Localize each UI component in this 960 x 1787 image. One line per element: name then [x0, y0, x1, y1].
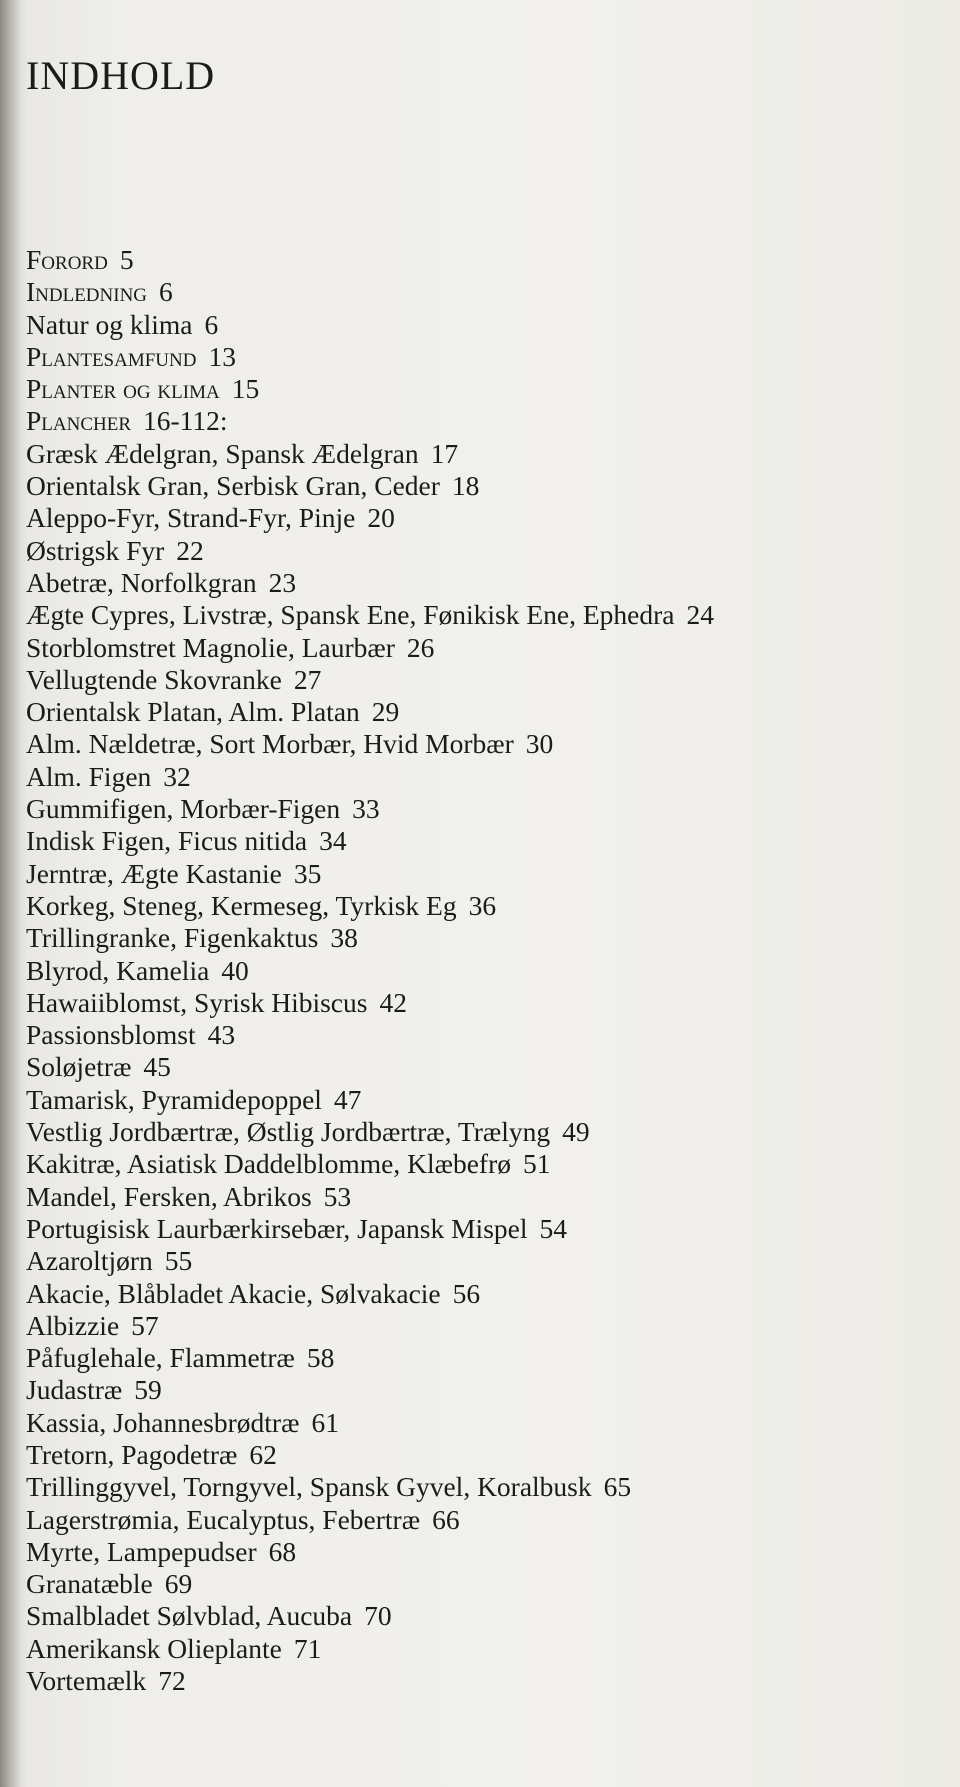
toc-entry-page-number: 59: [134, 1374, 162, 1406]
toc-entry-title: Orientalsk Gran, Serbisk Gran, Ceder: [26, 470, 440, 502]
toc-entry-title: Jerntræ, Ægte Kastanie: [26, 857, 282, 889]
toc-entry-title: Blyrod, Kamelia: [26, 954, 210, 986]
toc-entry-title: Smalbladet Sølvblad, Aucuba: [26, 1600, 353, 1632]
toc-entry-title: Passionsblomst: [26, 1019, 196, 1051]
toc-entry-title: Ægte Cypres, Livstræ, Spansk Ene, Fønikisk Ene, Ephedra: [26, 599, 675, 631]
toc-entry: [26, 1148, 926, 1180]
toc-entry-title: Lagerstrømia, Eucalyptus, Febertræ: [26, 1503, 421, 1535]
toc-entry: [26, 1439, 926, 1471]
toc-entry-title: Indledning: [26, 276, 148, 308]
toc-entry-title: Granatæble: [26, 1568, 153, 1600]
toc-entry: [26, 1019, 926, 1051]
toc-entry: [26, 309, 926, 341]
toc-entry-title: Alm. Nældetræ, Sort Morbær, Hvid Morbær: [26, 728, 514, 760]
toc-entry-page-number: 54: [539, 1212, 567, 1244]
toc-entry-title: Plancher: [26, 405, 132, 437]
toc-entry-page-number: 53: [323, 1180, 352, 1212]
toc-entry-page-number: 47: [333, 1083, 362, 1115]
toc-entry: [26, 599, 926, 631]
toc-entry-page-number: 58: [306, 1342, 335, 1374]
toc-entry-page-number: 27: [293, 663, 322, 695]
toc-entry-title: Natur og klima: [26, 308, 193, 340]
toc-entry-page-number: 62: [249, 1438, 277, 1470]
toc-entry: [26, 1116, 926, 1148]
toc-entry: [26, 502, 926, 534]
toc-entry: [26, 1504, 926, 1536]
toc-entry-page-number: 6: [204, 308, 219, 340]
toc-entry: [26, 955, 926, 987]
toc-entry-page-number: 32: [163, 760, 191, 792]
toc-entry-page-number: 13: [208, 340, 236, 372]
toc-entry-title: Aleppo-Fyr, Strand-Fyr, Pinje: [26, 502, 356, 534]
toc-entry: [26, 567, 926, 599]
toc-entry-page-number: 69: [164, 1568, 193, 1600]
toc-entry-title: Kakitræ, Asiatisk Daddelblomme, Klæbefrø: [26, 1148, 511, 1180]
page-title: INDHOLD: [26, 53, 216, 98]
toc-entry-page-number: 35: [293, 857, 322, 889]
toc-entry-title: Indisk Figen, Ficus nitida: [26, 825, 308, 857]
toc-entry-page-number: 6: [159, 276, 173, 308]
toc-entry-title: Vellugtende Skovranke: [26, 663, 282, 695]
toc-entry-page-number: 34: [319, 825, 347, 857]
toc-entry-page-number: 70: [364, 1600, 392, 1632]
toc-entry: [26, 1278, 926, 1310]
toc-entry-page-number: 17: [430, 437, 459, 469]
toc-entry: [26, 922, 926, 954]
toc-entry-page-number: 29: [371, 696, 400, 728]
toc-entry: [26, 1181, 926, 1213]
toc-entry-title: Orientalsk Platan, Alm. Platan: [26, 696, 360, 728]
toc-entry: [26, 761, 926, 793]
toc-entry: [26, 1665, 926, 1697]
toc-entry-page-number: 24: [686, 599, 714, 631]
toc-entry-title: Græsk Ædelgran, Spansk Ædelgran: [26, 437, 419, 469]
toc-entry-page-number: 18: [451, 470, 480, 502]
toc-entry-page-number: 36: [468, 889, 497, 921]
toc-entry-page-number: 61: [311, 1406, 339, 1438]
book-spine-shadow: [0, 0, 22, 1787]
toc-entry-page-number: 71: [293, 1632, 322, 1664]
toc-entry-title: Albizzie: [26, 1309, 120, 1341]
toc-entry: [26, 728, 926, 760]
toc-entry: [26, 987, 926, 1019]
toc-entry: [26, 1633, 926, 1665]
toc-entry-title: Vortemælk: [26, 1665, 147, 1697]
toc-entry: [26, 438, 926, 470]
toc-entry-title: Gummifigen, Morbær-Figen: [26, 793, 341, 825]
toc-entry-page-number: 65: [603, 1471, 632, 1503]
toc-entry: [26, 276, 926, 308]
toc-entry-page-number: 43: [207, 1019, 236, 1051]
toc-entry-page-number: 49: [562, 1116, 590, 1148]
toc-entry-title: Myrte, Lampepudser: [26, 1535, 257, 1567]
toc-entry: [26, 664, 926, 696]
toc-entry-title: Mandel, Fersken, Abrikos: [26, 1180, 312, 1212]
toc-entry-page-number: 45: [143, 1051, 171, 1083]
toc-entry-title: Tamarisk, Pyramidepoppel: [26, 1083, 322, 1115]
toc-entry-page-number: 40: [221, 954, 249, 986]
toc-entry-title: Hawaiiblomst, Syrisk Hibiscus: [26, 986, 368, 1018]
toc-entry-page-number: 22: [176, 534, 204, 566]
toc-entry: [26, 373, 926, 405]
toc-entry: [26, 890, 926, 922]
toc-entry-title: Storblomstret Magnolie, Laurbær: [26, 631, 395, 663]
toc-entry: [26, 858, 926, 890]
toc-entry-page-number: 68: [268, 1535, 297, 1567]
toc-entry-page-number: 66: [432, 1503, 460, 1535]
toc-entry: [26, 1536, 926, 1568]
toc-entry: [26, 341, 926, 373]
toc-entry-page-number: 15: [231, 373, 260, 405]
toc-entry: [26, 1084, 926, 1116]
toc-entry: [26, 1568, 926, 1600]
toc-entry-page-number: 33: [352, 793, 380, 825]
toc-entry-page-number: 30: [525, 728, 554, 760]
toc-entry-title: Tretorn, Pagodetræ: [26, 1438, 238, 1470]
toc-entry-page-number: 56: [452, 1277, 481, 1309]
table-of-contents: [26, 244, 926, 1697]
toc-entry: [26, 1600, 926, 1632]
toc-entry: [26, 632, 926, 664]
toc-entry-title: Forord: [26, 244, 108, 275]
toc-entry: [26, 1407, 926, 1439]
toc-entry-page-number: 20: [367, 502, 395, 534]
toc-entry: [26, 405, 926, 437]
toc-entry: [26, 825, 926, 857]
toc-entry-page-number: 42: [379, 986, 407, 1018]
toc-entry-page-number: 26: [406, 631, 435, 663]
toc-entry: [26, 1342, 926, 1374]
toc-entry: [26, 1374, 926, 1406]
toc-entry: [26, 1213, 926, 1245]
toc-entry-page-number: 57: [131, 1309, 159, 1341]
toc-entry-title: Alm. Figen: [26, 760, 152, 792]
toc-entry-title: Påfuglehale, Flammetræ: [26, 1342, 295, 1374]
toc-entry-title: Vestlig Jordbærtræ, Østlig Jordbærtræ, Trælyng: [26, 1116, 551, 1148]
toc-entry-title: Judastræ: [26, 1374, 123, 1406]
toc-entry-title: Kassia, Johannesbrødtræ: [26, 1406, 300, 1438]
toc-entry-title: Abetræ, Norfolkgran: [26, 566, 257, 598]
toc-entry: [26, 535, 926, 567]
toc-entry: [26, 1471, 926, 1503]
toc-entry-title: Azaroltjørn: [26, 1245, 153, 1277]
toc-entry-title: Trillingranke, Figenkaktus: [26, 922, 319, 954]
toc-entry-title: Plantesamfund: [26, 340, 197, 372]
toc-entry: [26, 1051, 926, 1083]
toc-entry: [26, 793, 926, 825]
toc-entry-title: Trillinggyvel, Torngyvel, Spansk Gyvel, Koralbusk: [26, 1471, 592, 1503]
toc-entry-page-number: 72: [158, 1665, 186, 1697]
toc-entry: [26, 696, 926, 728]
toc-entry-title: Korkeg, Steneg, Kermeseg, Tyrkisk Eg: [26, 889, 457, 921]
toc-entry: [26, 470, 926, 502]
toc-entry-page-number: 55: [164, 1245, 193, 1277]
toc-entry-page-number: 51: [523, 1148, 551, 1180]
toc-entry-title: Portugisisk Laurbærkirsebær, Japansk Mispel: [26, 1212, 528, 1244]
toc-entry-page-number: 23: [268, 566, 297, 598]
toc-entry-title: Planter og klima: [26, 373, 220, 405]
toc-entry: [26, 1245, 926, 1277]
toc-entry-title: Østrigsk Fyr: [26, 534, 165, 566]
toc-entry-page-number: 38: [330, 922, 358, 954]
toc-entry-title: Amerikansk Olieplante: [26, 1632, 282, 1664]
toc-entry-title: Soløjetræ: [26, 1051, 132, 1083]
toc-entry-page-number: 16-112:: [143, 405, 228, 437]
toc-entry: [26, 244, 926, 276]
toc-entry-title: Akacie, Blåbladet Akacie, Sølvakacie: [26, 1277, 441, 1309]
toc-entry-page-number: 5: [119, 244, 134, 275]
toc-entry: [26, 1310, 926, 1342]
